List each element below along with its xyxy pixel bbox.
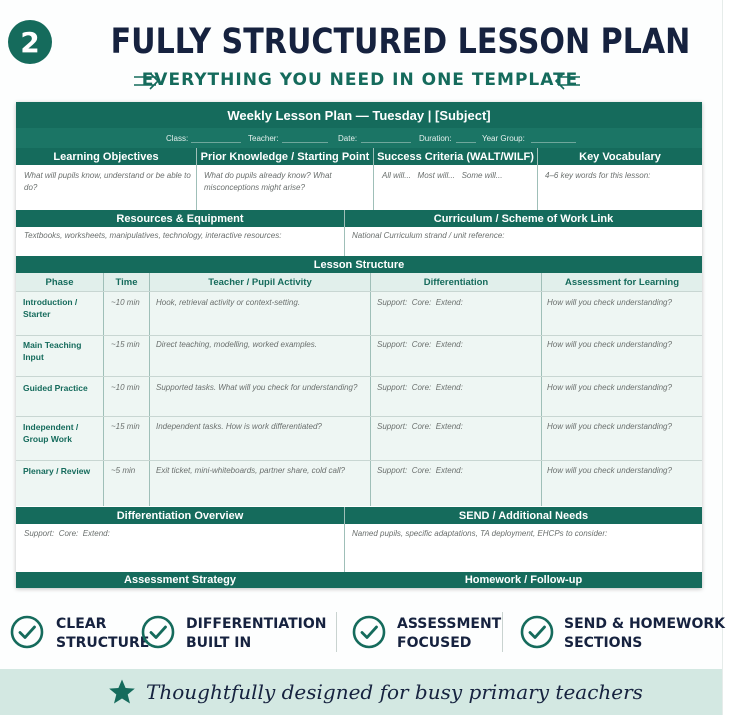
duration-field[interactable]: [456, 142, 476, 143]
assessment-introduction[interactable]: How will you check understanding?: [547, 298, 672, 307]
lesson-plan-sheet: [16, 102, 702, 588]
column-divider: [537, 148, 538, 210]
column-header-phase: Phase: [45, 277, 74, 288]
phase-independent-work: Independent / Group Work: [23, 422, 79, 444]
column-divider: [370, 273, 371, 506]
plan-meta-bar: [16, 128, 702, 148]
badge-number: 2: [20, 25, 40, 59]
row-divider: [16, 291, 702, 292]
phase-introduction: Introduction / Starter: [23, 297, 78, 319]
column-header-activity: Teacher / Pupil Activity: [208, 277, 312, 288]
column-header-time: Time: [115, 277, 138, 288]
column-header-differentiation: Differentiation: [423, 277, 489, 288]
top-sections-header: [16, 148, 702, 165]
resources-curriculum-header: [16, 210, 702, 227]
time-introduction: ~10 min: [111, 298, 140, 307]
activity-main-teaching[interactable]: Direct teaching, modelling, worked examples.: [156, 340, 317, 349]
feature-line: SECTIONS: [564, 635, 643, 651]
feature-separator: [502, 612, 503, 652]
check-circle-icon: [520, 615, 554, 649]
curriculum-heading: Curriculum / Scheme of Work Link: [433, 212, 614, 225]
column-header-assessment: Assessment for Learning: [564, 277, 680, 288]
meta-year-group-label: Year Group:: [482, 134, 525, 143]
column-divider: [541, 273, 542, 506]
feature-clear-structure: [56, 615, 149, 653]
resources-prompt[interactable]: Textbooks, worksheets, manipulatives, technology, interactive resources:: [24, 231, 282, 240]
row-divider: [16, 416, 702, 417]
meta-class-label: Class:: [166, 134, 189, 143]
differentiation-guided-practice[interactable]: Support: Core: Extend:: [377, 383, 463, 392]
phase-guided-practice: Guided Practice: [23, 383, 88, 393]
plan-title: Weekly Lesson Plan — Tuesday | [Subject]: [16, 102, 702, 128]
star-icon: [108, 678, 136, 706]
column-divider: [196, 148, 197, 210]
time-guided-practice: ~10 min: [111, 383, 140, 392]
activity-independent-work[interactable]: Independent tasks. How is work differentiated?: [156, 422, 322, 431]
time-independent-work: ~15 min: [111, 422, 140, 431]
number-badge: [8, 20, 52, 64]
footer-tagline: Thoughtfully designed for busy primary teachers: [146, 680, 643, 704]
check-circle-icon: [10, 615, 44, 649]
feature-line: CLEAR: [56, 616, 107, 632]
row-divider: [16, 335, 702, 336]
assessment-plenary[interactable]: How will you check understanding?: [547, 466, 672, 475]
learning-objectives-prompt[interactable]: What will pupils know, understand or be able to do?: [24, 171, 191, 192]
assessment-homework-header: [16, 572, 702, 588]
assessment-independent-work[interactable]: How will you check understanding?: [547, 422, 672, 431]
year-group-field[interactable]: [531, 142, 576, 143]
learning-objectives-heading: Learning Objectives: [53, 150, 159, 163]
key-vocabulary-heading: Key Vocabulary: [579, 150, 661, 163]
send-prompt[interactable]: Named pupils, specific adaptations, TA deployment, EHCPs to consider:: [352, 529, 608, 538]
assessment-strategy-heading: Assessment Strategy: [124, 574, 236, 586]
column-divider: [344, 210, 345, 256]
time-main-teaching: ~15 min: [111, 340, 140, 349]
lesson-structure-column-headers: [16, 273, 702, 291]
differentiation-independent-work[interactable]: Support: Core: Extend:: [377, 422, 463, 431]
meta-duration-label: Duration:: [419, 134, 452, 143]
class-field[interactable]: [191, 142, 241, 143]
activity-guided-practice[interactable]: Supported tasks. What will you check for understanding?: [156, 383, 358, 392]
column-divider: [373, 148, 374, 210]
feature-line: ASSESSMENT: [397, 616, 502, 632]
phase-main-teaching: Main Teaching Input: [23, 340, 82, 362]
feature-line: SEND & HOMEWORK: [564, 616, 726, 632]
teacher-field[interactable]: [282, 142, 328, 143]
feature-line: FOCUSED: [397, 635, 472, 651]
prior-knowledge-heading: Prior Knowledge / Starting Point: [200, 150, 370, 163]
feature-line: BUILT IN: [186, 635, 252, 651]
prior-knowledge-prompt[interactable]: What do pupils already know? What misconceptions might arise?: [204, 171, 332, 192]
page-subtitle: EVERYTHING YOU NEED IN ONE TEMPLATE: [141, 70, 579, 90]
lesson-structure-heading: Lesson Structure: [16, 256, 702, 273]
assessment-main-teaching[interactable]: How will you check understanding?: [547, 340, 672, 349]
differentiation-introduction[interactable]: Support: Core: Extend:: [377, 298, 463, 307]
resources-heading: Resources & Equipment: [116, 212, 244, 225]
curriculum-prompt[interactable]: National Curriculum strand / unit reference:: [352, 231, 505, 240]
key-vocabulary-prompt[interactable]: 4–6 key words for this lesson:: [545, 171, 651, 180]
page-title: FULLY STRUCTURED LESSON PLAN: [110, 22, 691, 62]
column-divider: [149, 273, 150, 506]
assessment-guided-practice[interactable]: How will you check understanding?: [547, 383, 672, 392]
activity-introduction[interactable]: Hook, retrieval activity or context-setting.: [156, 298, 301, 307]
check-circle-icon: [352, 615, 386, 649]
phase-plenary: Plenary / Review: [23, 466, 91, 476]
feature-line: STRUCTURE: [56, 635, 150, 651]
differentiation-overview-heading: Differentiation Overview: [116, 509, 244, 522]
send-heading: SEND / Additional Needs: [458, 509, 589, 522]
feature-assessment: [397, 615, 501, 653]
differentiation-overview-prompt[interactable]: Support: Core: Extend:: [24, 529, 110, 538]
check-circle-icon: [141, 615, 175, 649]
feature-line: DIFFERENTIATION: [186, 616, 327, 632]
time-plenary: ~5 min: [111, 466, 136, 475]
feature-separator: [336, 612, 337, 652]
arrow-left-icon: [552, 72, 582, 90]
activity-plenary[interactable]: Exit ticket, mini-whiteboards, partner share, cold call?: [156, 466, 345, 475]
feature-send-homework: [564, 615, 725, 653]
date-field[interactable]: [361, 142, 411, 143]
meta-date-label: Date:: [338, 134, 358, 143]
success-criteria-heading: Success Criteria (WALT/WILF): [377, 150, 534, 163]
meta-teacher-label: Teacher:: [248, 134, 279, 143]
row-divider: [16, 376, 702, 377]
differentiation-plenary[interactable]: Support: Core: Extend:: [377, 466, 463, 475]
homework-heading: Homework / Follow-up: [464, 574, 583, 586]
feature-differentiation: [186, 615, 326, 653]
differentiation-send-header: [16, 507, 702, 524]
differentiation-main-teaching[interactable]: Support: Core: Extend:: [377, 340, 463, 349]
column-divider: [103, 273, 104, 506]
success-criteria-prompt[interactable]: All will... Most will... Some will...: [382, 171, 503, 180]
row-divider: [16, 460, 702, 461]
